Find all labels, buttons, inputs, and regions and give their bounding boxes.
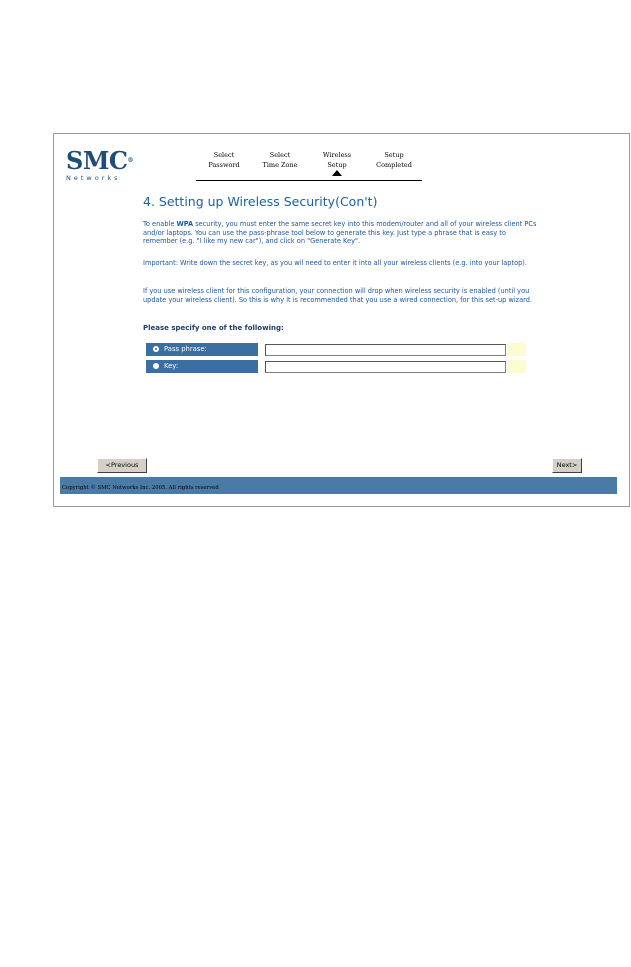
- passphrase-label: Pass phrase:: [164, 345, 207, 353]
- step-label-line2: Time Zone: [262, 161, 298, 169]
- key-row: [146, 360, 529, 373]
- step-label-line2: Password: [208, 161, 240, 169]
- intro-paragraph: [143, 220, 538, 246]
- key-option[interactable]: [146, 360, 258, 373]
- passphrase-hint-cell: [507, 343, 526, 356]
- step-label-line1: Select: [269, 151, 291, 159]
- step-label-line1: Setup: [384, 151, 404, 159]
- passphrase-option[interactable]: [146, 343, 258, 356]
- step-label-line1: Wireless: [322, 151, 352, 159]
- intro-text-end: security, you must enter the same secret key into this modem/router and all of your wireless client PCs and/or laptops. You can use the pass-phrase tool below to generate this key. Just type a phrase that is easy to remember (e.g. "I like my new car"), and click on "Generate Key".: [143, 220, 537, 245]
- step-label-line2: Setup: [327, 161, 347, 169]
- logo-text: SMC: [66, 146, 128, 175]
- key-label: Key:: [164, 362, 179, 370]
- step-label-line2: Completed: [376, 161, 412, 169]
- next-button[interactable]: Next>: [552, 458, 582, 473]
- step-label-line1: Select: [213, 151, 235, 159]
- wizard-window: [53, 133, 630, 507]
- footer-bar: [60, 477, 617, 494]
- passphrase-input[interactable]: [265, 344, 506, 356]
- step-setup-completed[interactable]: [366, 150, 422, 170]
- wired-paragraph: If you use wireless client for this configuration, your connection will drop when wireless security is enabled (until you update your wireless client). So this is why it is recommended that you use a wired connection, for this set-up wizard.: [143, 287, 533, 304]
- intro-text-start: To enable: [143, 220, 177, 228]
- wizard-steps: [196, 150, 422, 181]
- passphrase-row: [146, 343, 529, 356]
- intro-wpa-bold: WPA: [176, 220, 194, 228]
- copyright-text: Copyright © SMC Networks Inc. 2005. All rights reserved: [62, 485, 219, 491]
- key-radio[interactable]: [153, 363, 159, 369]
- step-select-password[interactable]: [196, 150, 252, 170]
- smc-logo: [66, 148, 138, 182]
- step-wireless-setup[interactable]: [309, 150, 365, 170]
- previous-button[interactable]: <Previous: [97, 458, 147, 473]
- logo-registered-mark: ®: [127, 157, 133, 164]
- specify-label: Please specify one of the following:: [143, 324, 284, 332]
- key-hint-cell: [507, 360, 526, 373]
- current-step-arrow-icon: [332, 170, 342, 176]
- step-select-time-zone[interactable]: [252, 150, 308, 170]
- key-input[interactable]: [265, 361, 506, 373]
- important-paragraph: Important: Write down the secret key, as you wil need to enter it into all your wireless clients (e.g. into your laptop).: [143, 259, 527, 267]
- page-title: 4. Setting up Wireless Security(Con't): [143, 194, 378, 209]
- logo-subtext: Networks: [66, 174, 121, 182]
- passphrase-radio[interactable]: [153, 346, 159, 352]
